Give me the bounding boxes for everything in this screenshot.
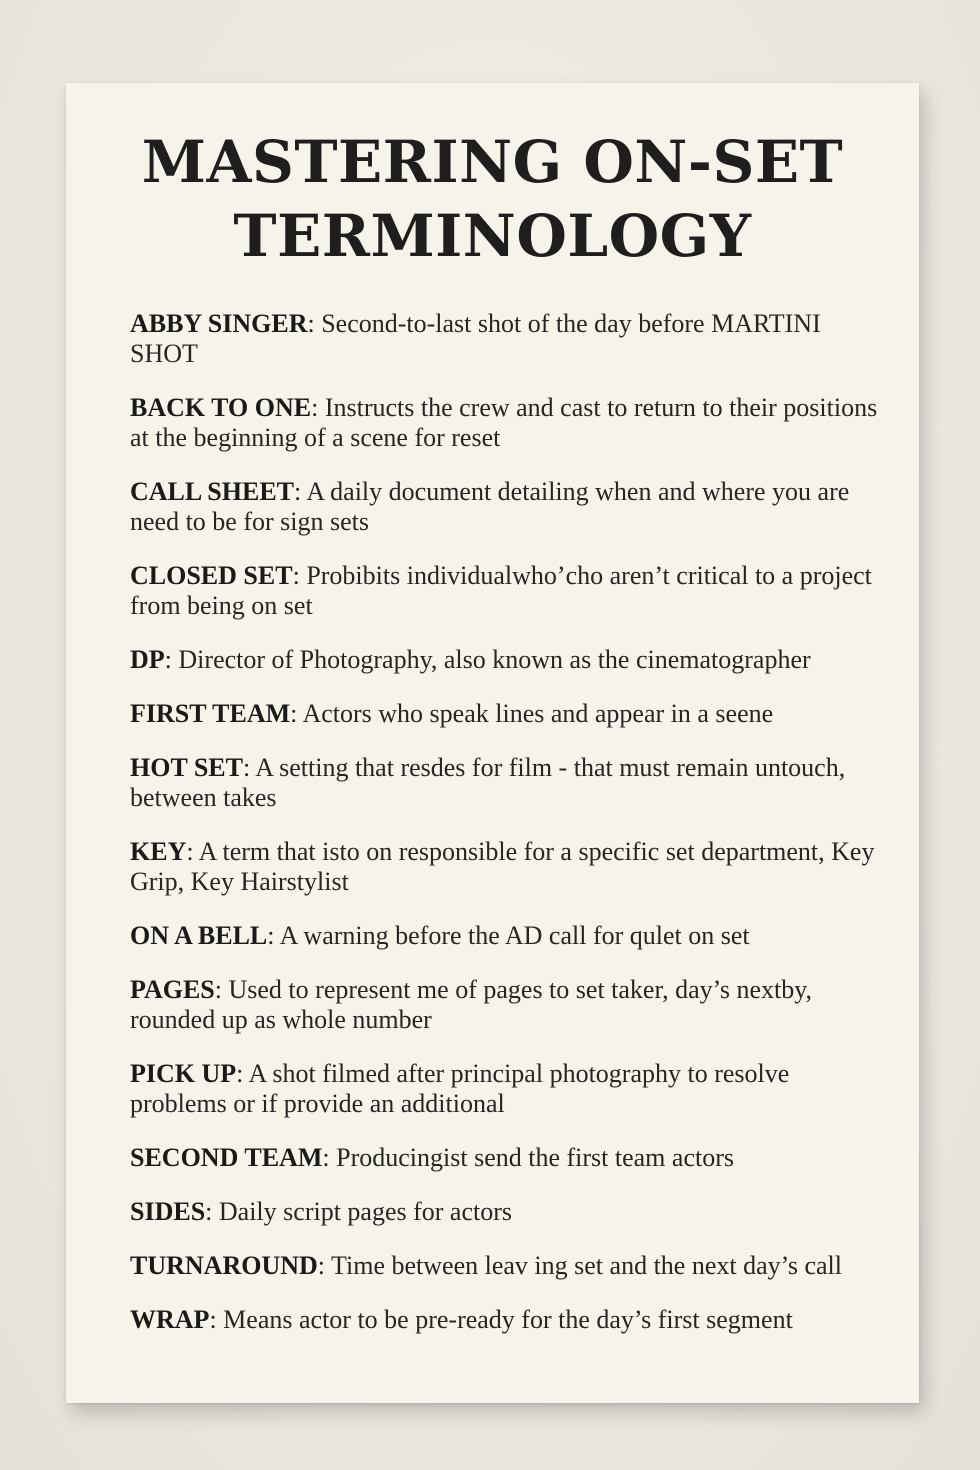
term-name: SECOND TEAM [130,1143,323,1172]
term-name: ABBY SINGER [130,309,308,338]
term-definition: A warning before the AD call for qulet on set [279,921,750,950]
term-separator: : [214,975,222,1004]
term-separator: : [317,1251,326,1280]
term-separator: : [267,921,275,950]
term-separator: : [209,1305,217,1334]
term-separator: : [242,753,251,782]
term-name: KEY [130,837,187,866]
term-separator: : [307,309,315,338]
term-entry [130,1251,879,1281]
term-name: TURNAROUND [130,1251,318,1280]
term-entry [130,1059,879,1119]
term-entry [130,921,879,951]
term-definition: Time between leav ing set and the next day’s call [331,1251,843,1280]
term-name: BACK TO ONE [130,393,312,422]
term-entry [130,477,879,537]
term-entry [130,1197,879,1227]
term-separator: : [205,1197,213,1226]
term-entry [130,561,879,621]
term-name: ON A BELL [130,921,268,950]
terminology-card [66,83,919,1403]
term-name: PAGES [130,975,215,1004]
term-entry [130,1143,879,1173]
page-title [66,125,919,273]
term-definition: A daily document detailing when and where you are need to be for sign sets [130,477,850,536]
term-definition: Means actor to be pre-ready for the day’s first segment [223,1305,793,1334]
term-entry [130,645,879,675]
term-separator: : [164,645,172,674]
term-definition: Director of Photography, also known as the cinematographer [178,645,811,674]
term-separator: : [186,837,194,866]
term-definition: A term that isto on responsible for a specific set department, Key Grip, Key Hairstylist [130,837,875,896]
term-separator: : [294,477,302,506]
term-entry [130,699,879,729]
term-name: HOT SET [130,753,243,782]
title-line-2: TERMINOLOGY [233,202,752,270]
term-separator: : [290,699,298,728]
title-line-1: MASTERING ON-SET [141,128,844,196]
term-separator: : [322,1143,330,1172]
term-name: WRAP [130,1305,210,1334]
term-entry [130,1305,879,1335]
term-definition: Daily script pages for actors [218,1197,513,1226]
term-name: DP [130,645,165,674]
term-name: FIRST TEAM [130,699,291,728]
term-name: PICK UP [130,1059,237,1088]
term-entry [130,393,879,453]
term-definition: A setting that resdes for film - that must remain untouch, between takes [130,753,846,812]
term-definition: Instructs the crew and cast to return to their positions at the beginning of a scene for reset [130,393,878,452]
term-definition: Actors who speak lines and appear in a seene [302,699,774,728]
term-definition: Used to represent me of pages to set taker, day’s nextby, rounded up as whole number [130,975,813,1034]
term-separator: : [292,561,300,590]
term-separator: : [311,393,319,422]
term-definition: Probibits individualwho’cho aren’t critical to a project from being on set [130,561,872,620]
term-definition: A shot filmed after principal photography to resolve problems or if provide an additional [130,1059,790,1118]
term-definition: Second-to-last shot of the day before MARTINI SHOT [130,309,821,368]
term-name: SIDES [130,1197,206,1226]
term-entry [130,309,879,369]
term-name: CALL SHEET [130,477,295,506]
terms-list [130,309,879,1359]
term-entry [130,753,879,813]
term-entry [130,975,879,1035]
term-separator: : [236,1059,244,1088]
term-name: CLOSED SET [130,561,293,590]
term-entry [130,837,879,897]
term-definition: Producingist send the first team actors [336,1143,734,1172]
